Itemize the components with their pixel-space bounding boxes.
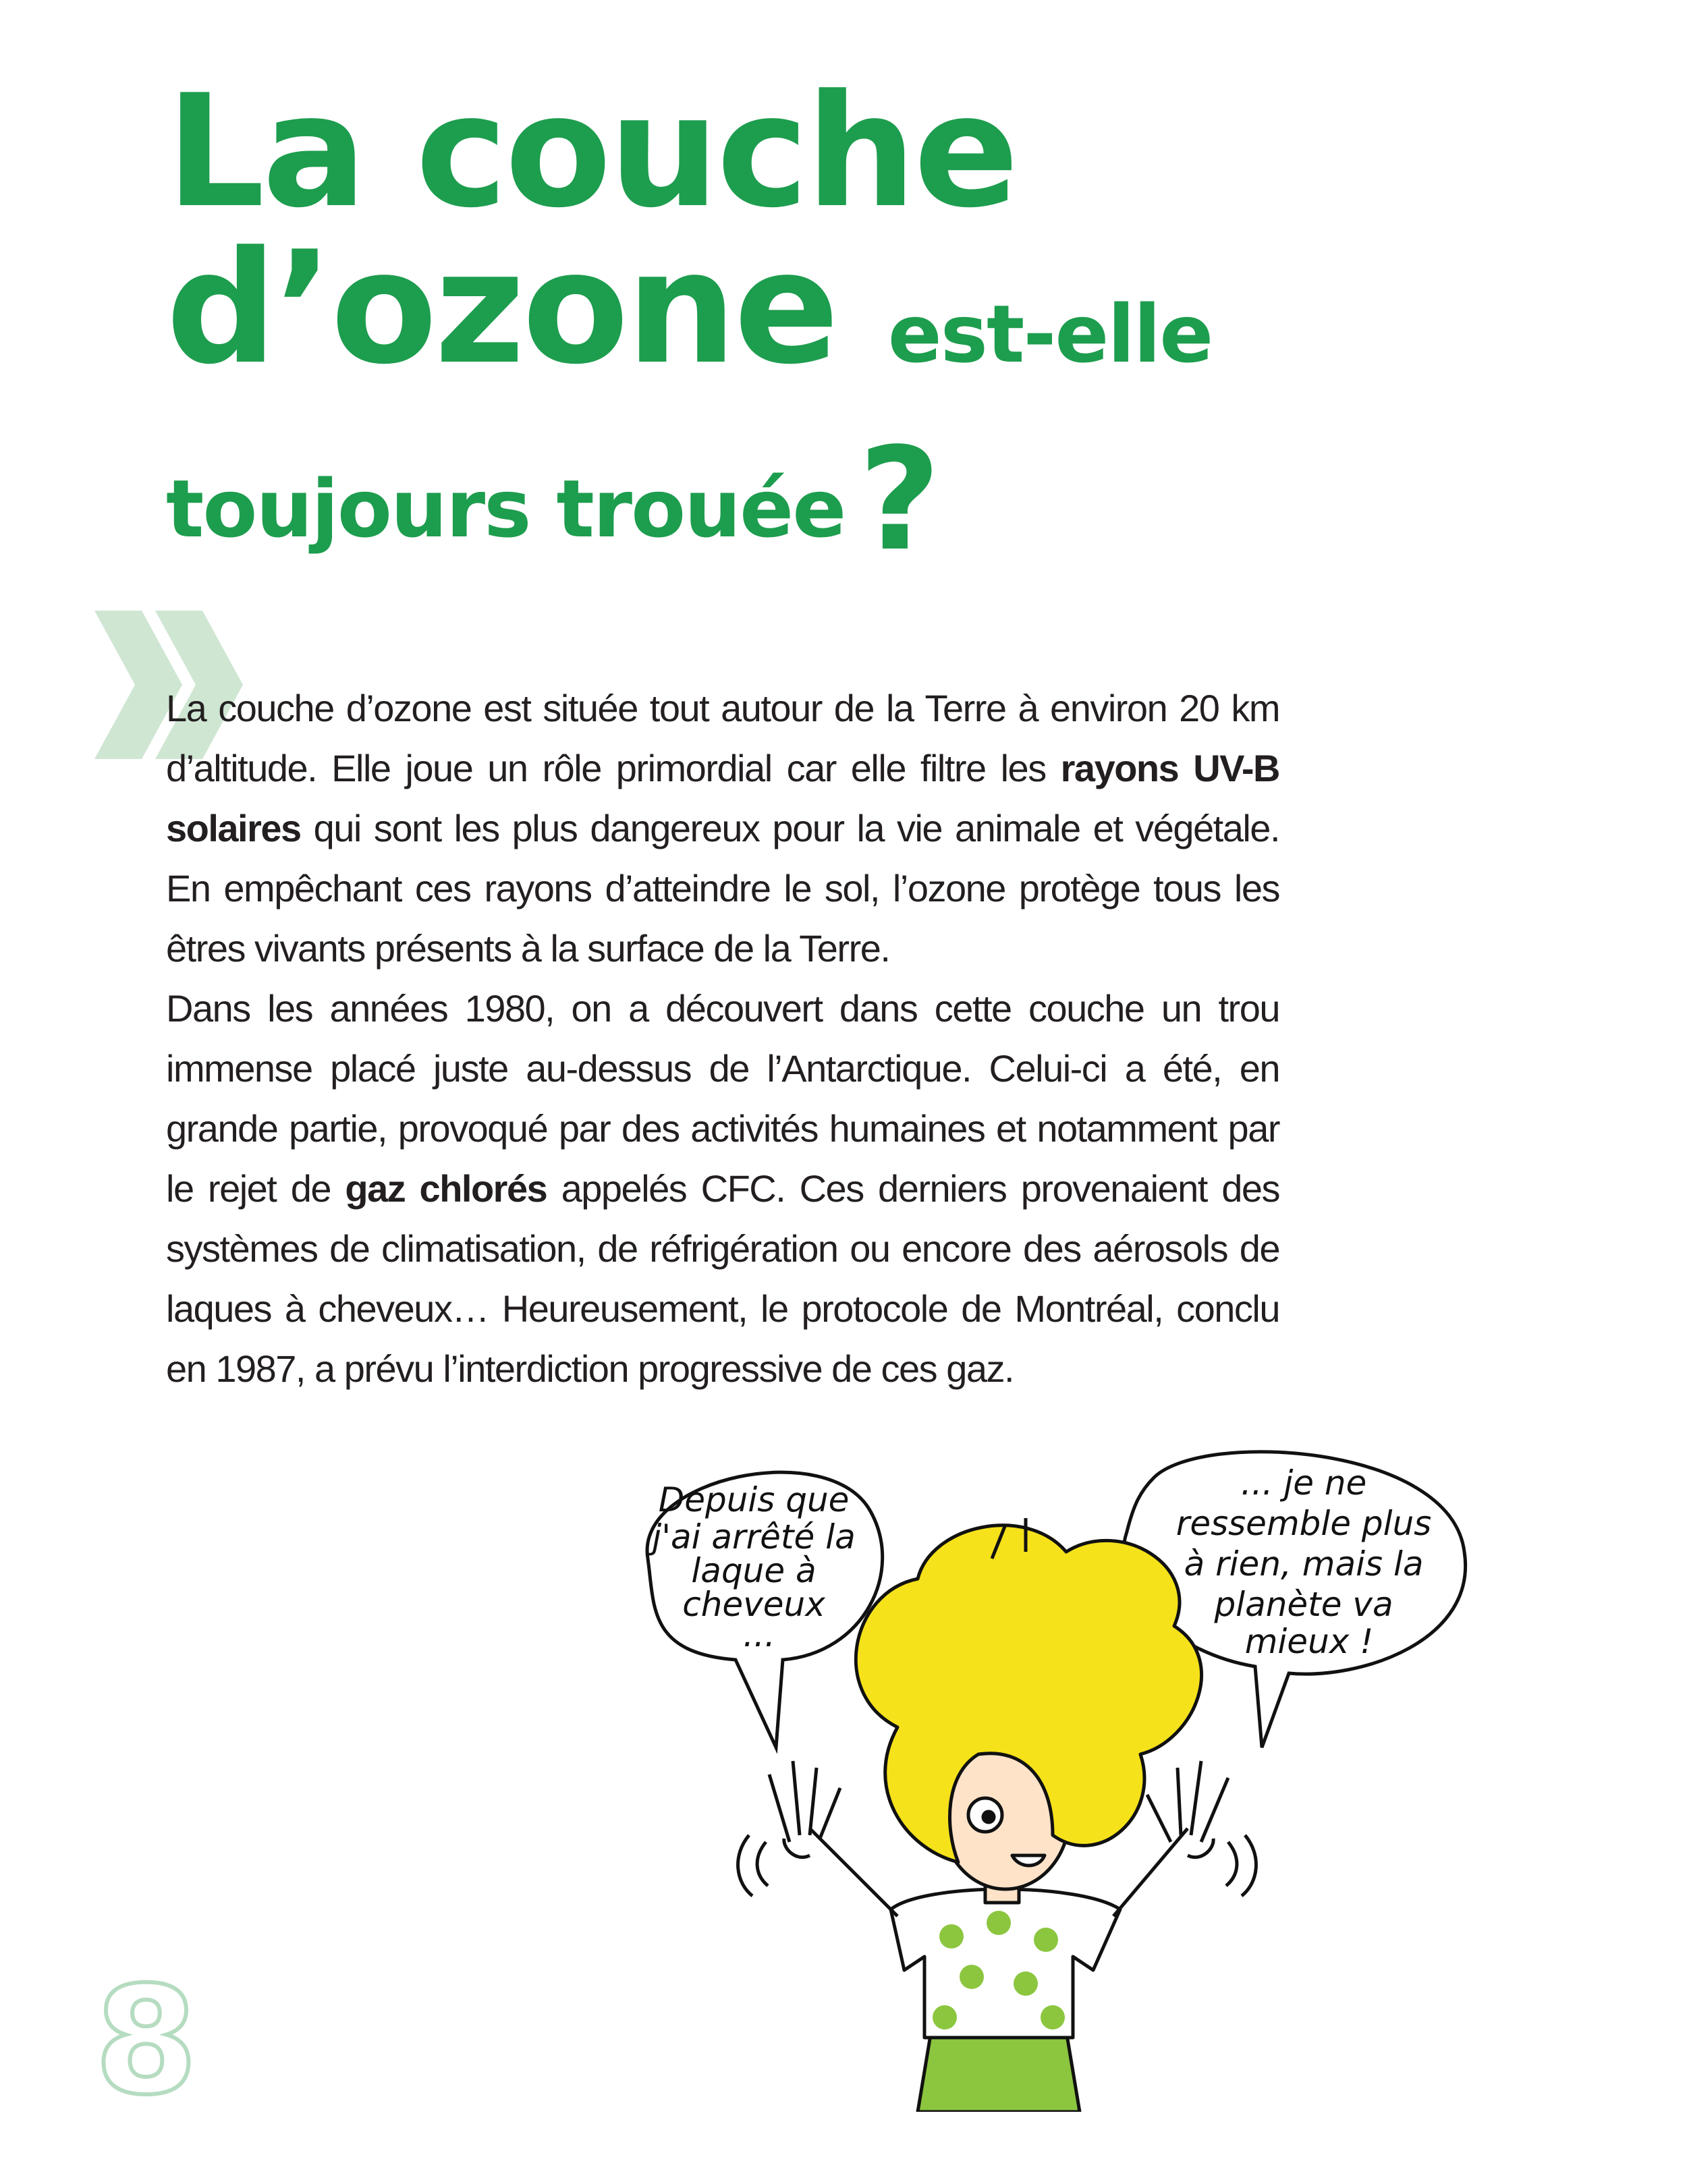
bubble-left-line-1: Depuis que [658, 1480, 850, 1519]
bubble-left-line-2: j'ai arrêté la [652, 1517, 856, 1557]
title-line-3-text: toujours trouée [166, 462, 846, 555]
title-question-mark: ? [858, 417, 940, 582]
title-line-2-big: d’ozone [166, 219, 837, 399]
p2-text-a: Dans les années 1980, on a découvert dans cette couche un trou immense placé juste au-dessus de l’Antarctique. Celui-ci a été, en grande partie, provoqué par des activités humaines et notamment par le rejet de [166, 987, 1279, 1210]
paragraph-2 [166, 978, 1279, 1399]
bubble-right-line-3: à rien, mais la [1184, 1544, 1424, 1584]
p1-text-a: La couche d’ozone est située tout autour de la Terre à environ 20 km d’altitude. Elle joue un rôle primordial car elle filtre les [166, 687, 1279, 789]
body-text [166, 678, 1279, 1399]
p2-bold: gaz chlorés [345, 1167, 547, 1210]
page-title [166, 62, 1213, 582]
bubble-right-line-2: ressemble plus [1176, 1504, 1432, 1543]
bubble-right-line-5: mieux ! [1244, 1622, 1374, 1661]
speech-bubble-left [647, 1472, 883, 1747]
p1-text-b: qui sont les plus dangereux pour la vie animale et végétale. En empêchant ces rayons d’atteindre le sol, l’ozone protège tous les êtres vivants présents à la surface de la Terre. [166, 807, 1279, 970]
title-line-3 [166, 417, 1212, 582]
p1-bold: rayons UV-B solaires [166, 747, 1280, 849]
bubble-left-line-5: ... [743, 1615, 775, 1654]
paragraph-1 [166, 678, 1279, 978]
bubble-right-line-1: ... je ne [1240, 1463, 1367, 1503]
bubble-left-line-4: cheveux [682, 1585, 825, 1624]
title-line-2 [166, 219, 1213, 412]
page-number: 8 [94, 1955, 198, 2127]
p2-text-b: appelés CFC. Ces derniers provenaient des systèmes de climatisation, de réfrigération ou encore des aérosols de laques à cheveux… Heureusement, le protocole de Montréal, conclu en 1987, a prévu l’interdiction progressive de ces gaz. [166, 1167, 1280, 1390]
title-line-1: La couche [166, 62, 1016, 242]
title-line-2-small: est-elle [887, 287, 1213, 381]
bubble-right-line-4: planète va [1214, 1585, 1393, 1624]
bubble-left-line-3: laque à [691, 1551, 817, 1590]
cartoon-illustration [607, 1437, 1512, 2112]
